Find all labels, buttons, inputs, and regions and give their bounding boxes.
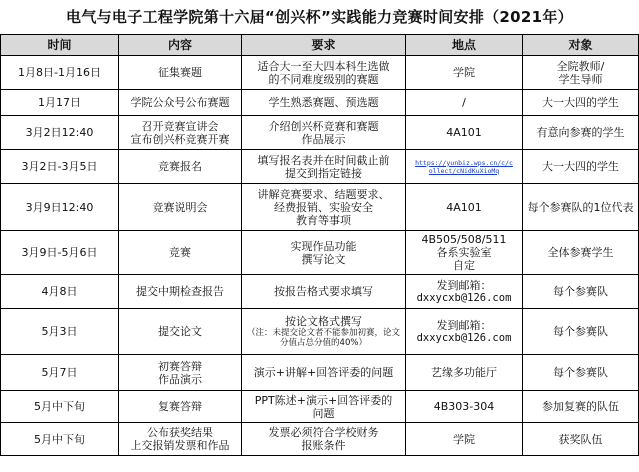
- registration-link[interactable]: https://yunbiz.wps.cn/c/c ollect/cNidKuXioMq: [406, 150, 523, 184]
- cell-time: 4月8日: [1, 275, 119, 309]
- cell-location: 4A101: [406, 184, 523, 231]
- cell-requirement: 介绍创兴杯竞赛和赛题 作品展示: [242, 116, 406, 150]
- cell-requirement: PPT陈述+演示+回答评委的 问题: [242, 391, 406, 423]
- cell-target: 每个参赛队的1位代表: [523, 184, 639, 231]
- cell-location: 4A101: [406, 116, 523, 150]
- header-time: 时间: [1, 35, 119, 56]
- cell-target: 获奖队伍: [523, 423, 639, 456]
- email-address: dxxycxb@126.com: [416, 291, 512, 304]
- cell-content: 复赛答辩: [119, 391, 242, 423]
- table-row: [1, 116, 639, 150]
- requirement-note: （注：未提交论文者不能参加初赛，论文分值占总分值的40%）: [246, 328, 400, 348]
- cell-target: 每个参赛队: [523, 275, 639, 309]
- table-row: [1, 275, 639, 309]
- table-header-row: [1, 35, 639, 56]
- cell-content: 初赛答辩 作品演示: [119, 355, 242, 391]
- cell-requirement: 按报告格式要求填写: [242, 275, 406, 309]
- cell-time: 5月中下旬: [1, 391, 119, 423]
- header-content: 内容: [119, 35, 242, 56]
- cell-time: 3月9日12:40: [1, 184, 119, 231]
- cell-content: 公布获奖结果 上交报销发票和作品: [119, 423, 242, 456]
- page-title: 电气与电子工程学院第十六届“创兴杯”实践能力竞赛时间安排（2021年）: [66, 8, 573, 26]
- cell-requirement: 按论文格式撰写 （注：未提交论文者不能参加初赛，论文分值占总分值的40%）: [242, 309, 406, 355]
- cell-location: 4B303-304: [406, 391, 523, 423]
- cell-target: 参加复赛的队伍: [523, 391, 639, 423]
- cell-time: 1月8日-1月16日: [1, 56, 119, 90]
- cell-time: 5月中下旬: [1, 423, 119, 456]
- cell-content: 征集赛题: [119, 56, 242, 90]
- cell-time: 5月3日: [1, 309, 119, 355]
- cell-requirement: 填写报名表并在时间截止前 提交到指定链接: [242, 150, 406, 184]
- cell-target: 有意向参赛的学生: [523, 116, 639, 150]
- cell-requirement: 发票必须符合学校财务 报账条件: [242, 423, 406, 456]
- cell-requirement: 讲解竞赛要求、结题要求、 经费报销、实验安全 教育等事项: [242, 184, 406, 231]
- table-row: [1, 309, 639, 355]
- cell-location: 艺缘多功能厅: [406, 355, 523, 391]
- header-requirement: 要求: [242, 35, 406, 56]
- cell-target: 每个参赛队: [523, 309, 639, 355]
- cell-requirement: 适合大一至大四本科生选做 的不同难度级别的赛题: [242, 56, 406, 90]
- cell-content: 竞赛报名: [119, 150, 242, 184]
- table-row: [1, 184, 639, 231]
- cell-time: 1月17日: [1, 90, 119, 116]
- cell-location: 4B505/508/511 各系实验室 自定: [406, 231, 523, 275]
- cell-content: 召开竞赛宣讲会 宣布创兴杯竞赛开赛: [119, 116, 242, 150]
- cell-content: 提交中期检查报告: [119, 275, 242, 309]
- table-row: [1, 56, 639, 90]
- table-row: [1, 423, 639, 456]
- cell-location: 发到邮箱： dxxycxb@126.com: [406, 309, 523, 355]
- table-row: [1, 150, 639, 184]
- header-target: 对象: [523, 35, 639, 56]
- table-row: [1, 90, 639, 116]
- cell-target: 全院教师/ 学生导师: [523, 56, 639, 90]
- table-row: [1, 391, 639, 423]
- table-row: [1, 231, 639, 275]
- schedule-table: [0, 34, 639, 456]
- email-address: dxxycxb@126.com: [416, 331, 512, 344]
- cell-requirement: 实现作品功能 撰写论文: [242, 231, 406, 275]
- cell-location: /: [406, 90, 523, 116]
- cell-content: 竞赛: [119, 231, 242, 275]
- cell-requirement: 学生熟悉赛题、预选题: [242, 90, 406, 116]
- cell-target: 全体参赛学生: [523, 231, 639, 275]
- cell-location: 学院: [406, 56, 523, 90]
- cell-location: 发到邮箱： dxxycxb@126.com: [406, 275, 523, 309]
- cell-time: 5月7日: [1, 355, 119, 391]
- cell-time: 3月9日-5月6日: [1, 231, 119, 275]
- header-location: 地点: [406, 35, 523, 56]
- cell-target: 大一大四的学生: [523, 90, 639, 116]
- cell-time: 3月2日-3月5日: [1, 150, 119, 184]
- cell-target: 每个参赛队: [523, 355, 639, 391]
- cell-requirement: 演示+讲解+回答评委的问题: [242, 355, 406, 391]
- cell-content: 学院公众号公布赛题: [119, 90, 242, 116]
- cell-target: 大一大四的学生: [523, 150, 639, 184]
- cell-time: 3月2日12:40: [1, 116, 119, 150]
- cell-content: 竞赛说明会: [119, 184, 242, 231]
- cell-location: 学院: [406, 423, 523, 456]
- cell-content: 提交论文: [119, 309, 242, 355]
- table-row: [1, 355, 639, 391]
